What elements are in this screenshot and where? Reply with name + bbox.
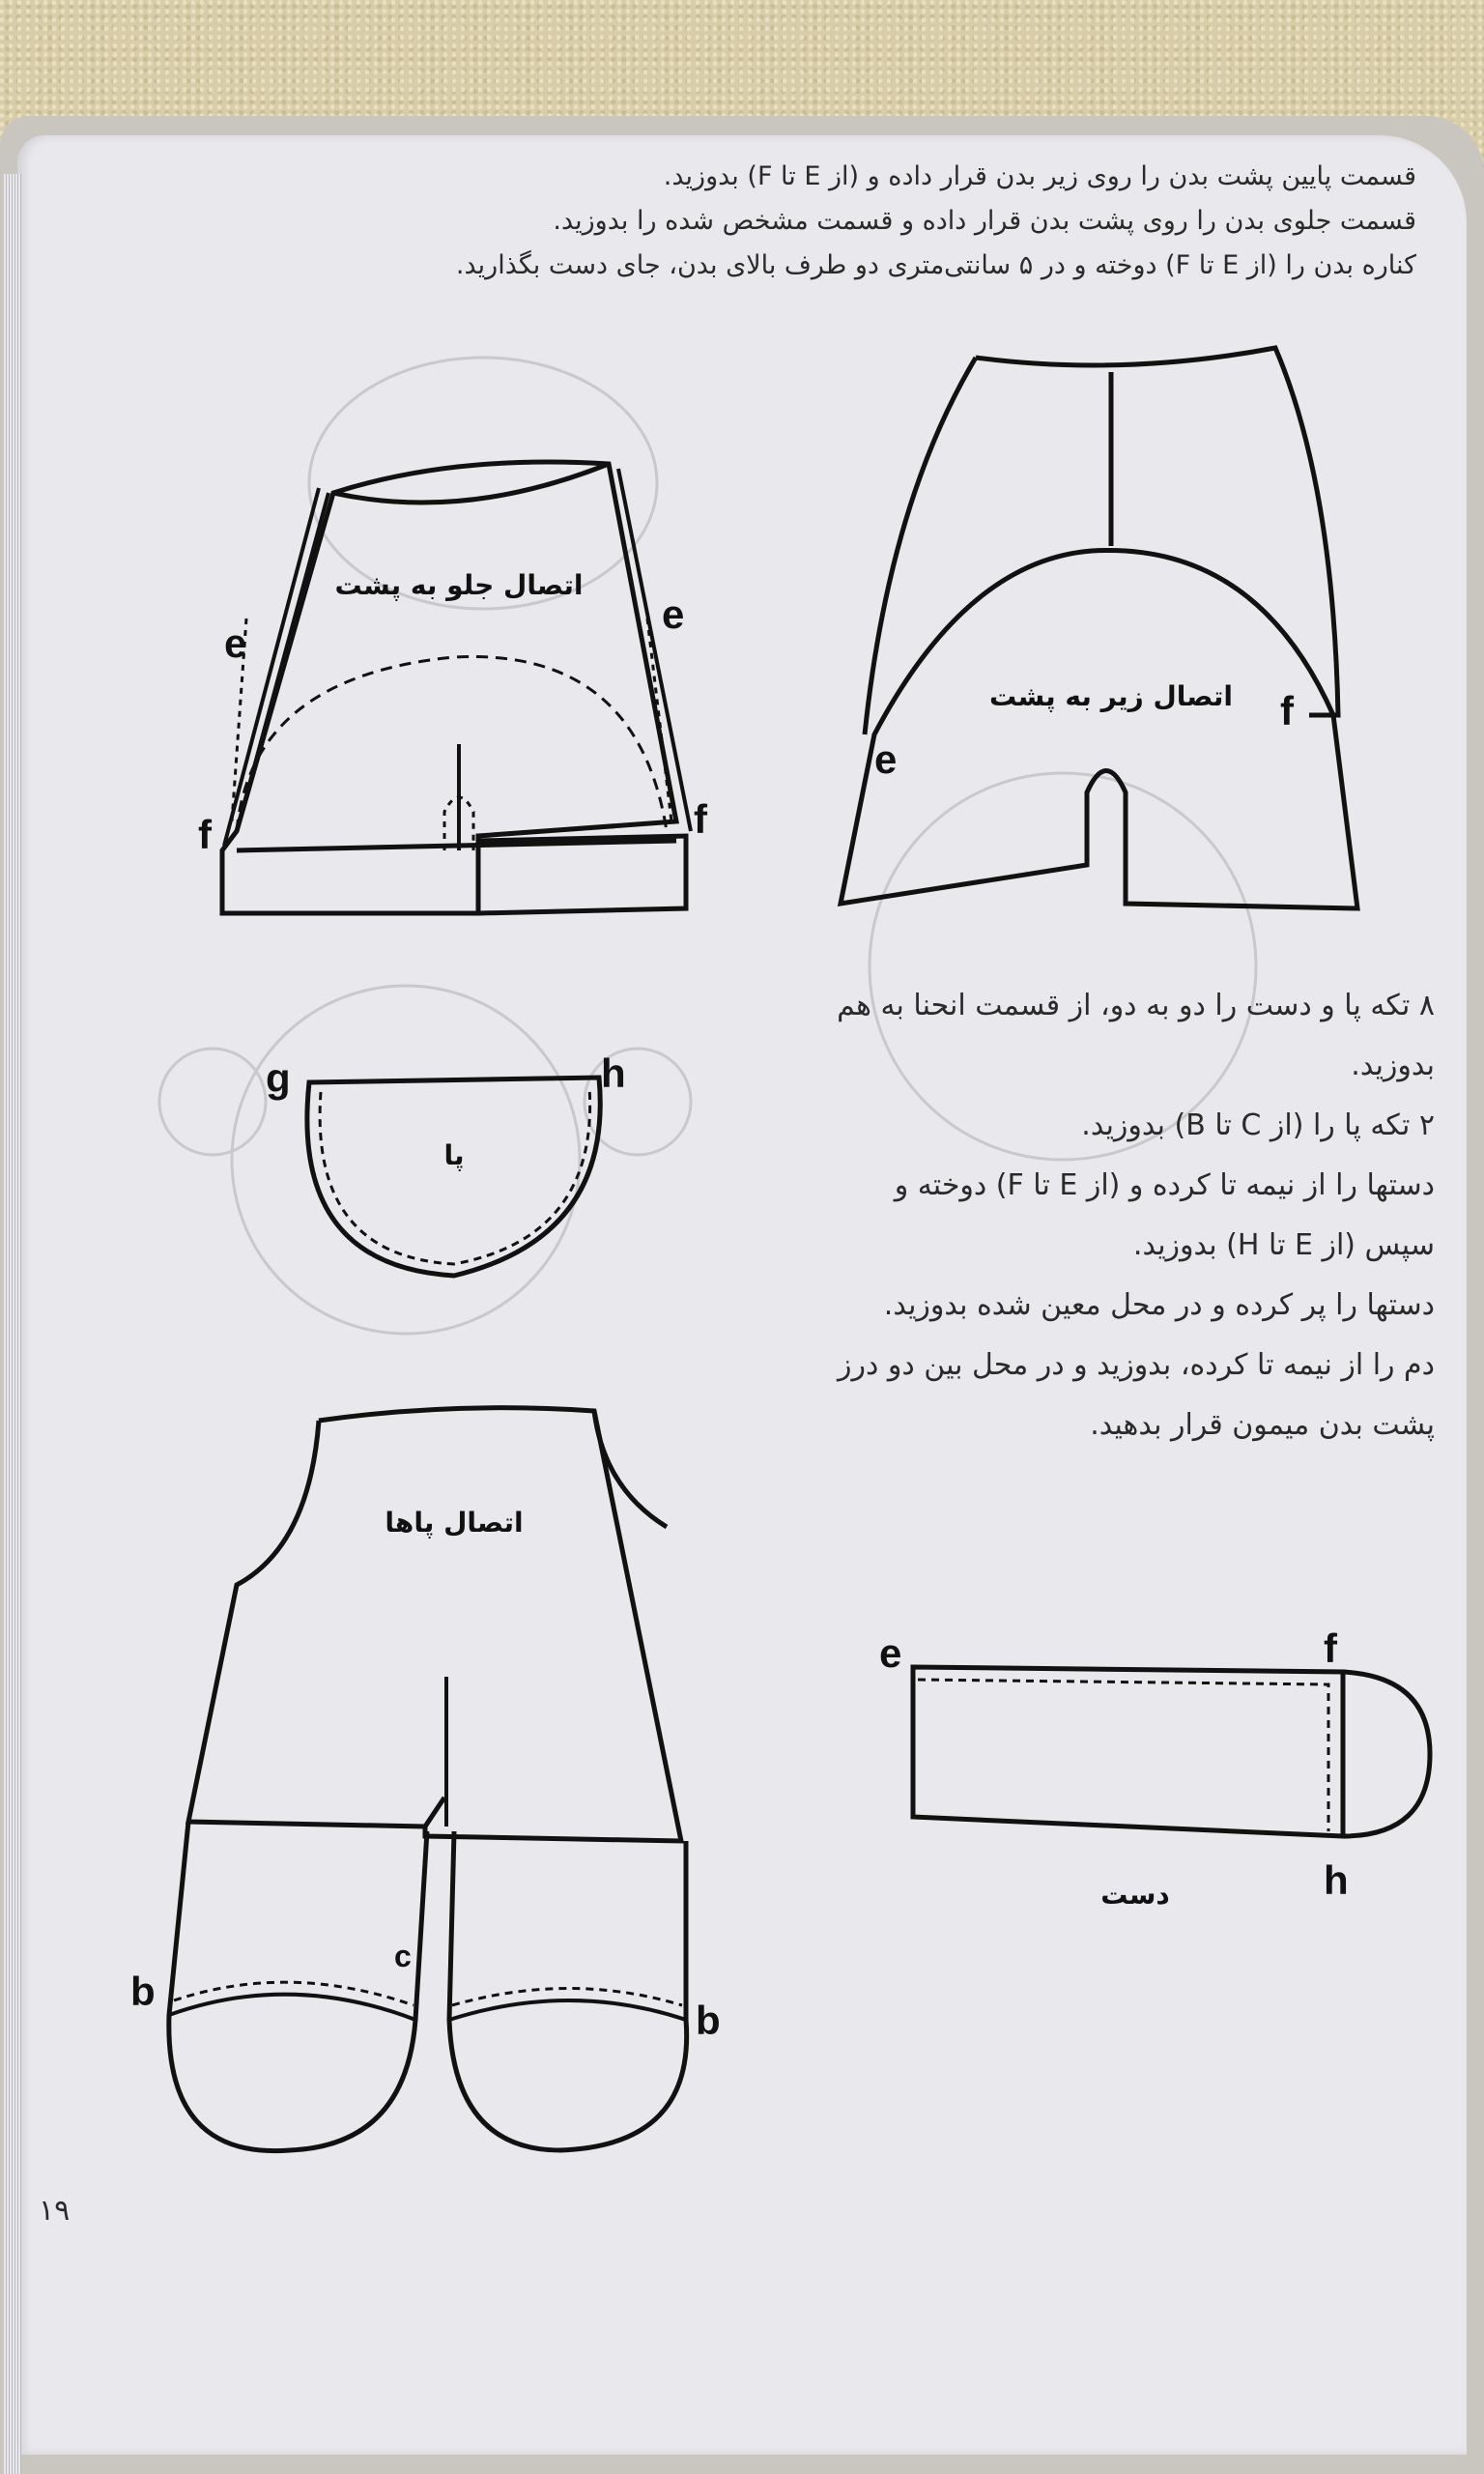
diagram-under-back xyxy=(841,348,1357,908)
instruction-line: ۸ تکه پا و دست را دو به دو، از قسمت انحنا به هم بدوزید. xyxy=(837,989,1435,1082)
instruction-line: ۲ تکه پا را (از C تا B) بدوزید. xyxy=(1081,1108,1435,1142)
label-f-right: f xyxy=(694,796,707,842)
instructions-side xyxy=(826,976,1435,1455)
label-arm-e: e xyxy=(879,1630,902,1676)
instruction-line: دستها را پر کرده و در محل معین شده بدوزید. xyxy=(883,1288,1435,1322)
instruction-line: دستها را از نیمه تا کرده و (از E تا F) دوخته و سپس (از E تا H) بدوزید. xyxy=(894,1168,1435,1262)
diagram-title-legs: اتصال پاها xyxy=(385,1507,524,1539)
diagram-arm xyxy=(913,1667,1430,1836)
instruction-line: کناره بدن را (از E تا F) دوخته و در ۵ سانتی‌متری دو طرف بالای بدن، جای دست بگذارید. xyxy=(455,250,1416,280)
label-arm-h: h xyxy=(1324,1857,1349,1903)
instruction-line: دم را از نیمه تا کرده، بدوزید و در محل بین دو درز پشت بدن میمون قرار بدهید. xyxy=(837,1348,1435,1442)
label-c: c xyxy=(394,1939,412,1973)
diagram-front-back xyxy=(222,462,691,913)
label-b-left: b xyxy=(130,1969,156,2014)
label-f-left: f xyxy=(198,812,212,857)
diagram-title-foot: پا xyxy=(443,1139,465,1171)
diagram-title-arm: دست xyxy=(1100,1879,1170,1911)
diagram-title-under-back: اتصال زیر به پشت xyxy=(989,680,1233,712)
label-h: h xyxy=(601,1050,626,1096)
label-e-left: e xyxy=(224,620,247,666)
diagram-title-front-back: اتصال جلو به پشت xyxy=(334,569,584,601)
label-b-right: b xyxy=(696,1998,721,2043)
label-f: f xyxy=(1280,688,1294,734)
label-arm-f: f xyxy=(1324,1625,1337,1671)
label-g: g xyxy=(266,1055,291,1101)
label-e: e xyxy=(874,736,898,782)
instruction-line: قسمت جلوی بدن را روی پشت بدن قرار داده و قسمت مشخص شده را بدوزید. xyxy=(553,206,1416,236)
label-e-right: e xyxy=(662,591,685,637)
instruction-line: قسمت پایین پشت بدن را روی زیر بدن قرار داده و (از E تا F) بدوزید. xyxy=(663,161,1416,191)
page-number: ۱۹ xyxy=(39,2194,71,2228)
